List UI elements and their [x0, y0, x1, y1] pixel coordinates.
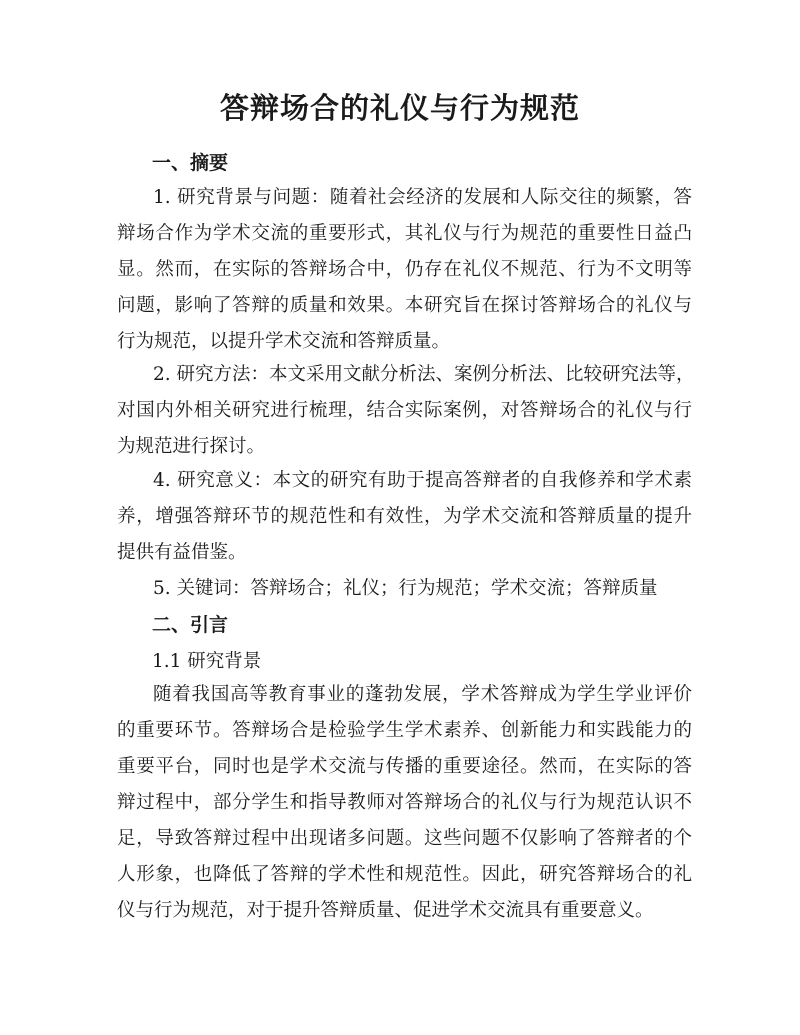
abstract-paragraph-3	[117, 463, 692, 571]
text-line: 随着我国高等教育事业的蓬勃发展，学术答辩成为学生学业评价	[153, 684, 692, 705]
intro-subheading: 1.1 研究背景	[152, 651, 262, 672]
text-line: 重要平台，同时也是学术交流与传播的重要途径。然而，在实际的答	[117, 756, 692, 777]
text-line: 对国内外相关研究进行梳理，结合实际案例，对答辩场合的礼仪与行	[117, 400, 692, 421]
text-line: 为规范进行探讨。	[117, 436, 266, 457]
intro-heading: 二、引言	[152, 614, 229, 636]
text-line: 辩场合作为学术交流的重要形式，其礼仪与行为规范的重要性日益凸	[117, 223, 692, 244]
text-line: 足，导致答辩过程中出现诸多问题。这些问题不仅影响了答辩者的个	[117, 828, 692, 849]
text-line: 辩过程中，部分学生和指导教师对答辩场合的礼仪与行为规范认识不	[117, 792, 692, 813]
text-line: 行为规范，以提升学术交流和答辩质量。	[117, 331, 451, 352]
text-line: 人形象，也降低了答辩的学术性和规范性。因此，研究答辩场合的礼	[117, 864, 692, 885]
text-line: 5. 关键词：答辩场合；礼仪；行为规范；学术交流；答辩质量	[153, 578, 658, 599]
text-line: 1. 研究背景与问题：随着社会经济的发展和人际交往的频繁，答	[153, 187, 692, 208]
text-line: 4. 研究意义：本文的研究有助于提高答辩者的自我修养和学术素	[153, 470, 692, 491]
text-line: 显。然而，在实际的答辩场合中，仍存在礼仪不规范、行为不文明等	[117, 259, 692, 280]
text-line: 问题，影响了答辩的质量和效果。本研究旨在探讨答辩场合的礼仪与	[117, 295, 692, 316]
abstract-paragraph-1	[117, 180, 692, 360]
text-line: 提供有益借鉴。	[117, 542, 247, 563]
text-line: 的重要环节。答辩场合是检验学生学术素养、创新能力和实践能力的	[117, 720, 692, 741]
abstract-paragraph-4	[117, 571, 692, 607]
text-line: 2. 研究方法：本文采用文献分析法、案例分析法、比较研究法等，	[153, 364, 695, 385]
abstract-paragraph-2	[117, 357, 695, 465]
intro-paragraph-1	[117, 677, 692, 929]
document-title: 答辩场合的礼仪与行为规范	[219, 91, 580, 125]
abstract-heading: 一、摘要	[152, 152, 229, 174]
text-line: 仪与行为规范，对于提升答辩质量、促进学术交流具有重要意义。	[117, 900, 654, 921]
text-line: 养，增强答辩环节的规范性和有效性，为学术交流和答辩质量的提升	[117, 506, 692, 527]
